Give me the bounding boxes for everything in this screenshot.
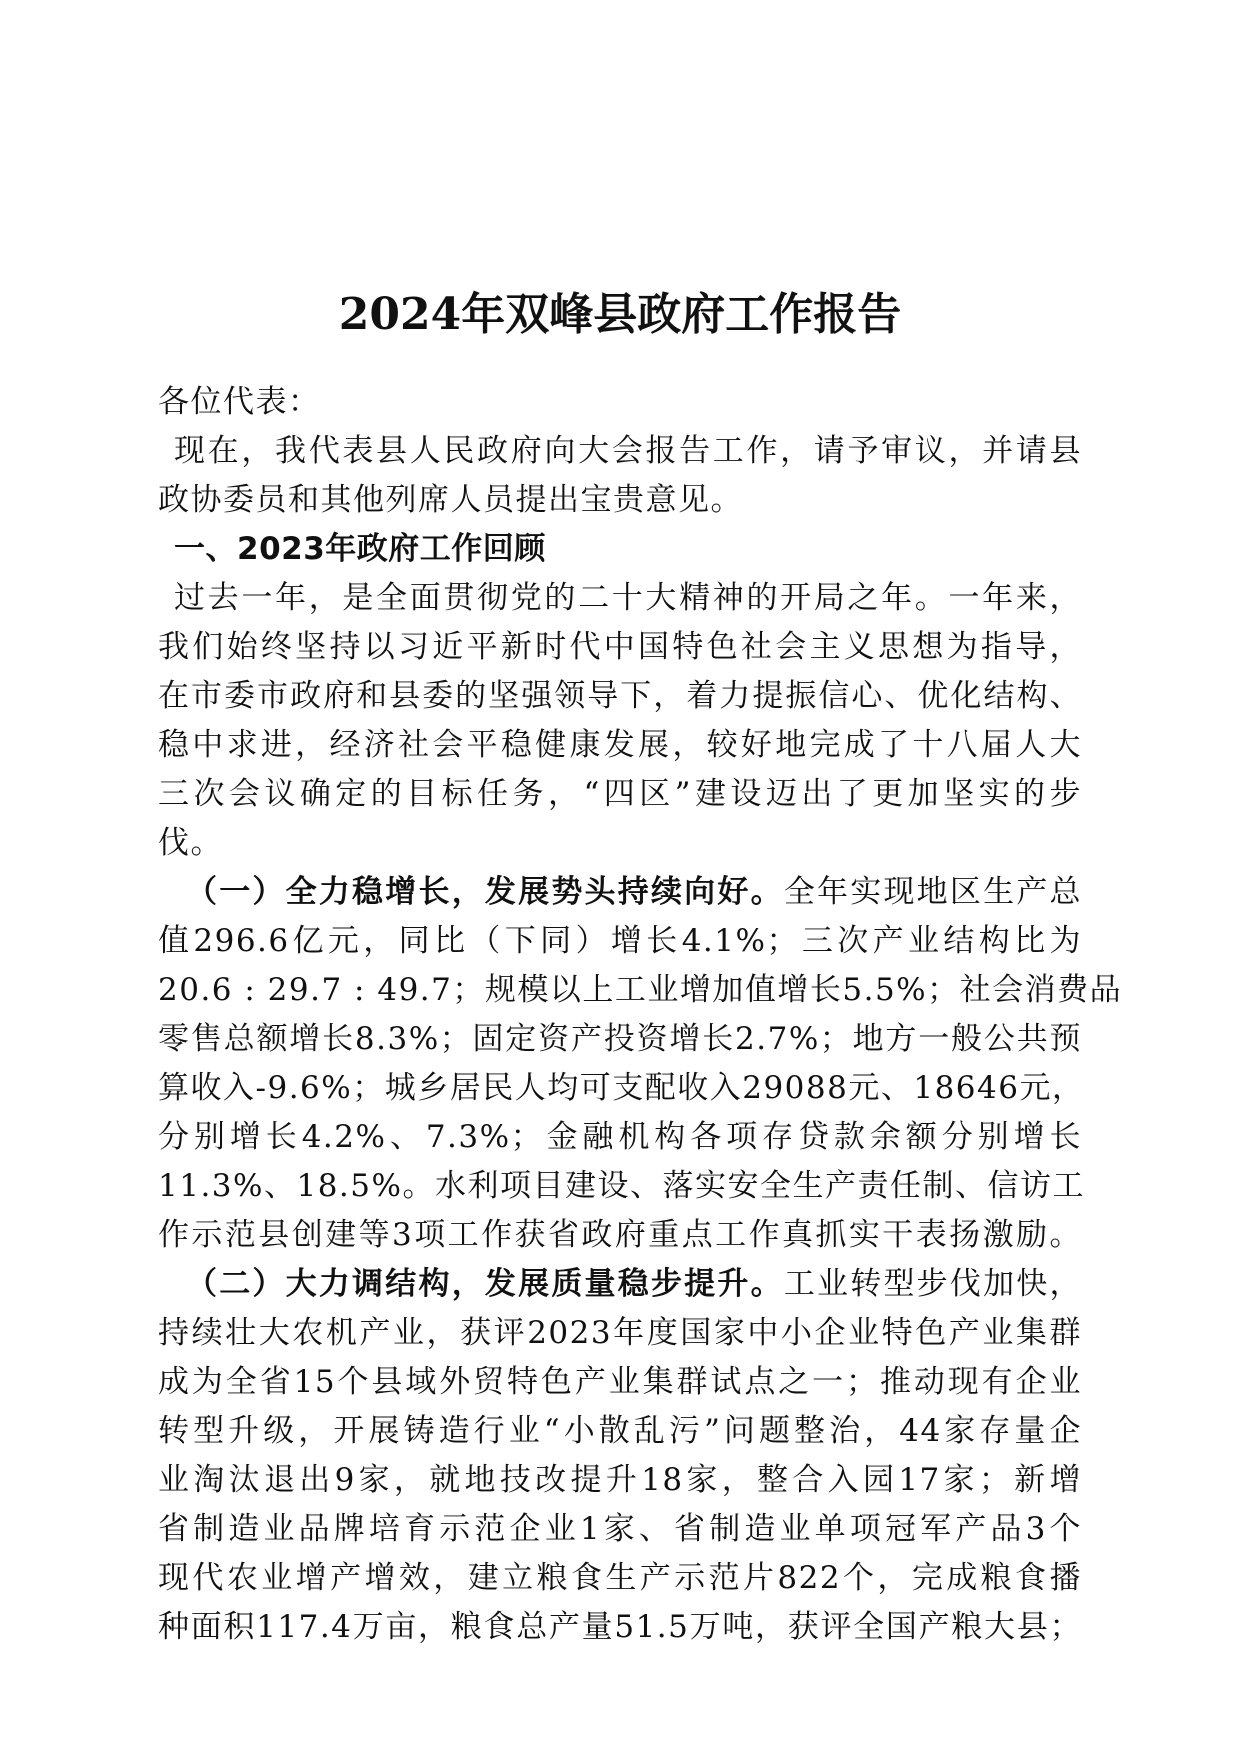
point1-line-7: 11.3%、18.5%。水利项目建设、落实安全生产责任制、信访工 xyxy=(158,1168,1085,1204)
point2-line-8: 种面积117.4万亩，粮食总产量51.5万吨，获评全国产粮大县； xyxy=(158,1609,1082,1645)
point1-first-line xyxy=(158,868,1082,917)
review-line-3: 在市委市政府和县委的坚强领导下，着力提振信心、优化结构、 xyxy=(158,678,1082,714)
point1-line-6: 分别增长4.2%、7.3%；金融机构各项存贷款余额分别增长 xyxy=(158,1119,1082,1155)
intro-line-1: 现在，我代表县人民政府向大会报告工作，请予审议，并请县 xyxy=(174,433,1082,469)
section-heading-review: 一、2023年政府工作回顾 xyxy=(174,531,546,567)
review-line-2: 我们始终坚持以习近平新时代中国特色社会主义思想为指导， xyxy=(158,629,1082,665)
point2-lead: （二）大力调结构，发展质量稳步提升。 xyxy=(186,1266,784,1302)
point2-first-line-rest: 工业转型步伐加快， xyxy=(783,1266,1083,1302)
point1-lead: （一）全力稳增长，发展势头持续向好。 xyxy=(186,874,784,910)
point1-line-5: 算收入-9.6%；城乡居民人均可支配收入29088元、18646元， xyxy=(158,1070,1085,1106)
point2-line-7: 现代农业增产增效，建立粮食生产示范片822个，完成粮食播 xyxy=(158,1560,1082,1596)
salutation: 各位代表： xyxy=(158,384,321,420)
point2-line-4: 转型升级，开展铸造行业“小散乱污”问题整治，44家存量企 xyxy=(158,1413,1082,1449)
point2-line-6: 省制造业品牌培育示范企业1家、省制造业单项冠军产品3个 xyxy=(158,1511,1082,1547)
point1-line-4: 零售总额增长8.3%；固定资产投资增长2.7%；地方一般公共预 xyxy=(158,1021,1082,1057)
review-line-5: 三次会议确定的目标任务，“四区”建设迈出了更加坚实的步 xyxy=(158,776,1082,812)
intro-line-2: 政协委员和其他列席人员提出宝贵意见。 xyxy=(158,482,743,518)
point2-first-line xyxy=(158,1260,1082,1309)
document-title: 2024年双峰县政府工作报告 xyxy=(338,289,902,341)
document-body xyxy=(158,378,1123,1652)
point2-line-5: 业淘汰退出9家，就地技改提升18家，整合入园17家；新增 xyxy=(158,1462,1082,1498)
point1-first-line-rest: 全年实现地区生产总 xyxy=(783,874,1083,910)
review-line-6: 伐。 xyxy=(158,825,223,861)
point2-line-2: 持续壮大农机产业，获评2023年度国家中小企业特色产业集群 xyxy=(158,1315,1082,1351)
point1-line-3: 20.6 : 29.7 : 49.7；规模以上工业增加值增长5.5%；社会消费品 xyxy=(158,972,1123,1008)
review-line-1: 过去一年，是全面贯彻党的二十大精神的开局之年。一年来， xyxy=(174,580,1082,616)
point1-line-2: 值296.6亿元，同比（下同）增长4.1%；三次产业结构比为 xyxy=(158,923,1082,959)
point2-line-3: 成为全省15个县域外贸特色产业集群试点之一；推动现有企业 xyxy=(158,1364,1082,1400)
point1-line-8: 作示范县创建等3项工作获省政府重点工作真抓实干表扬激励。 xyxy=(158,1217,1082,1253)
review-line-4: 稳中求进，经济社会平稳健康发展，较好地完成了十八届人大 xyxy=(158,727,1082,763)
